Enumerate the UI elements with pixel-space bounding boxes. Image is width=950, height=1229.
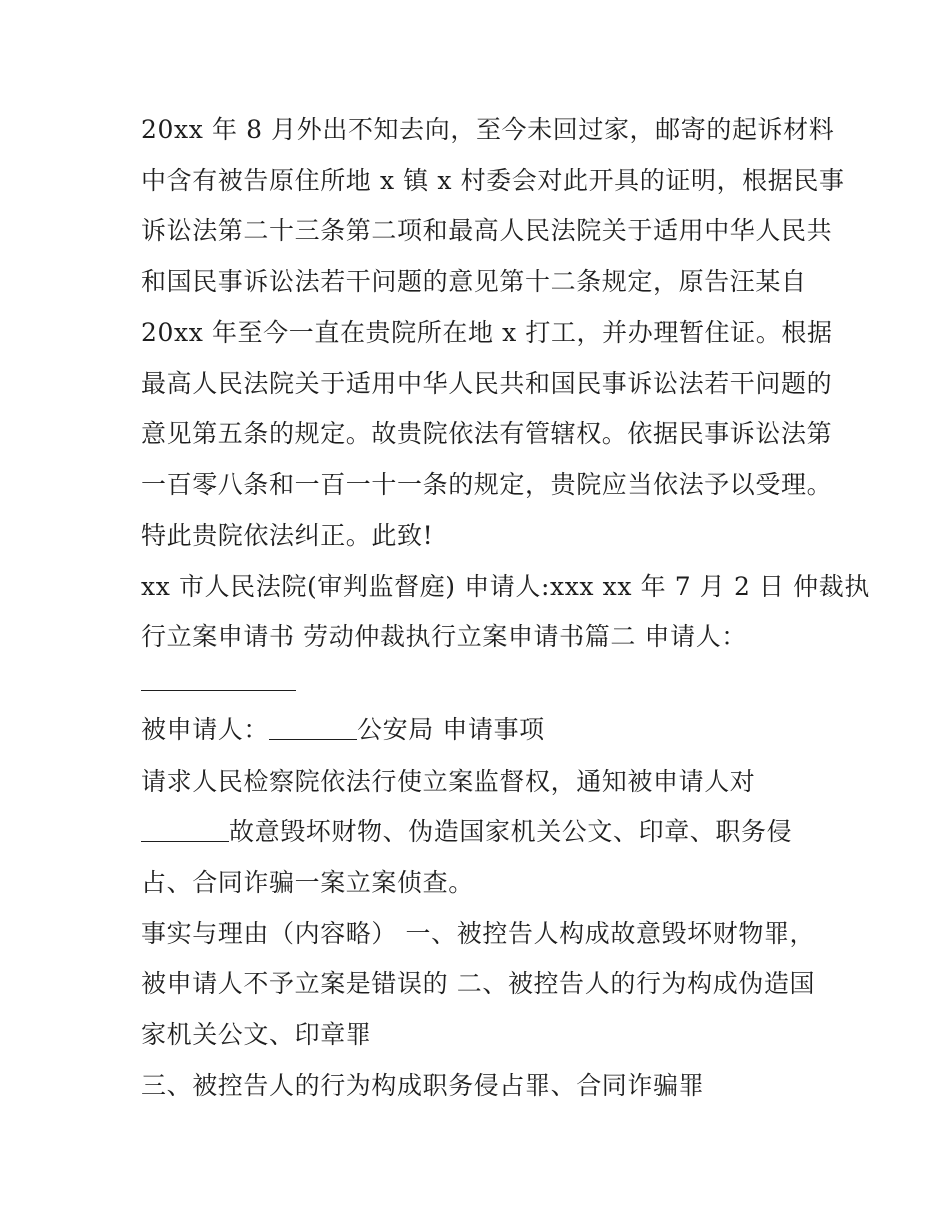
request-line-2-text: 故意毁坏财物、伪造国家机关公文、印章、职务侵 [229,817,793,846]
paragraph-line-3: 诉讼法第二十三条第二项和最高人民法院关于适用中华人民共 [141,216,833,245]
paragraph-line-4: 和国民事诉讼法若干问题的意见第十二条规定，原告汪某自 [141,267,807,296]
request-line-3: 占、合同诈骗一案立案侦查。 [141,868,474,897]
paragraph-line-7: 意见第五条的规定。故贵院依法有管辖权。依据民事诉讼法第 [141,419,833,448]
paragraph-line-8: 一百零八条和一百一十一条的规定，贵院应当依法予以受理。 [141,470,833,499]
facts-line-1: 事实与理由（内容略） 一、被控告人构成故意毁坏财物罪， [141,919,816,948]
paragraph-line-11: 行立案申请书 劳动仲裁执行立案申请书篇二 申请人： [141,622,747,651]
facts-line-2: 被申请人不予立案是错误的 二、被控告人的行为构成伪造国 [141,969,816,998]
respondent-blank [269,717,357,740]
facts-line-4: 三、被控告人的行为构成职务侵占罪、合同诈骗罪 [141,1071,705,1100]
paragraph-line-2: 中含有被告原住所地 x 镇 x 村委会对此开具的证明，根据民事 [141,166,845,195]
paragraph-line-6: 最高人民法院关于适用中华人民共和国民事诉讼法若干问题的 [141,369,833,398]
request-line-1: 请求人民检察院依法行使立案监督权，通知被申请人对 [141,767,756,796]
paragraph-line-5: 20xx 年至今一直在贵院所在地 x 打工，并办理暂住证。根据 [141,318,833,347]
respondent-label: 被申请人： [141,715,270,744]
request-line-2 [141,815,831,849]
paragraph-line-9: 特此贵院依法纠正。此致! [141,521,434,550]
respondent-suffix: 公安局 申请事项 [357,715,545,744]
request-blank [141,819,229,842]
applicant-blank-line [141,690,296,691]
facts-line-3: 家机关公文、印章罪 [141,1020,372,1049]
respondent-line [141,713,831,747]
paragraph-line-1: 20xx 年 8 月外出不知去向，至今未回过家，邮寄的起诉材料 [141,115,835,144]
paragraph-line-10: xx 市人民法院(审判监督庭) 申请人:xxx xx 年 7 月 2 日 仲裁执 [141,572,870,601]
